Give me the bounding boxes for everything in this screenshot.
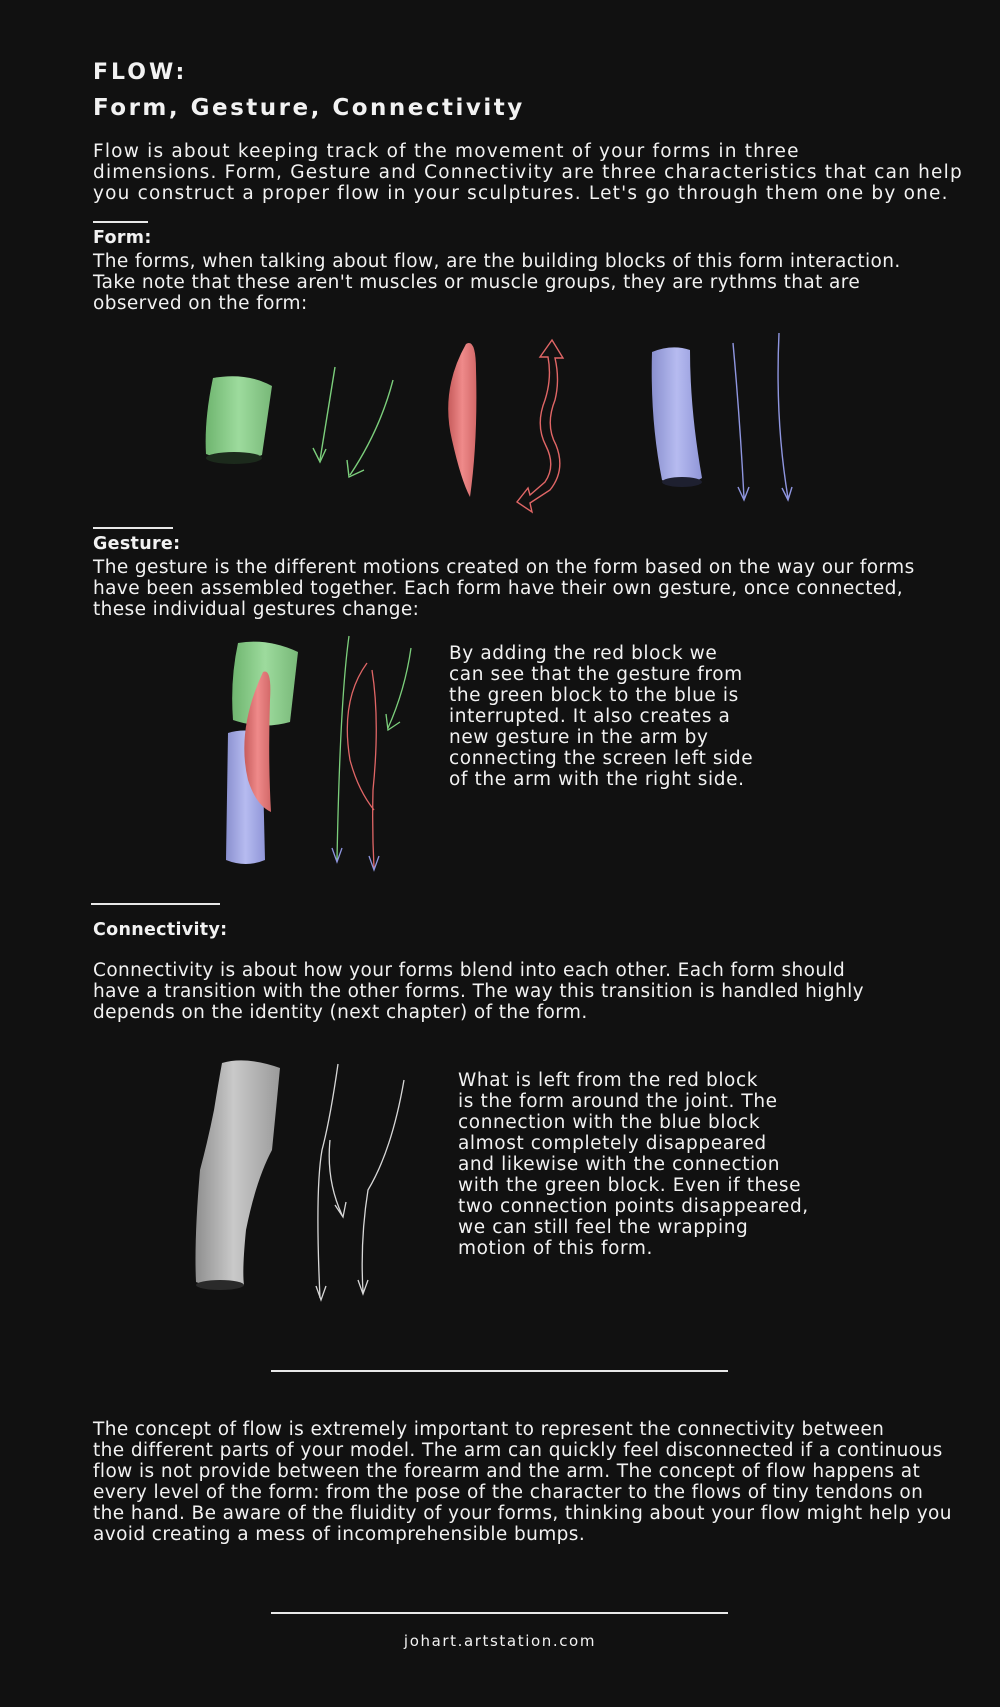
green-gesture-arrow [337, 636, 349, 860]
gesture-heading: Gesture: [93, 534, 181, 554]
green-arrow-1 [320, 367, 335, 460]
form-blocks-illustration [0, 320, 1000, 530]
connectivity-arrow-3 [362, 1080, 404, 1292]
connectivity-arrow-2 [329, 1140, 342, 1215]
gesture-body: The gesture is the different motions created on the form based on the way our forms have been assembled together. Each form have their own gesture, once connected, these individual gestures change: [93, 557, 915, 620]
page-title: FLOW: [93, 60, 188, 85]
connectivity-divider [91, 903, 220, 905]
gesture-divider [93, 527, 173, 529]
red-gesture-arrow [347, 663, 374, 810]
form-body: The forms, when talking about flow, are the building blocks of this form interaction. Take note that these aren't muscles or muscle groups, they are rythms that are observed on the form: [93, 251, 901, 314]
blue-arrow-1 [733, 343, 744, 498]
red-block [448, 343, 476, 497]
connectivity-arrow-1 [318, 1064, 338, 1298]
connectivity-side-text: What is left from the red block is the form around the joint. The connection with the blue block almost completely disappeared and likewise with the connection with the green block. Even if these two connection points disappeared, we can still feel the wrapping motion of this form. [458, 1070, 809, 1259]
footer-link[interactable]: johart.artstation.com [403, 1632, 597, 1650]
connectivity-body: Connectivity is about how your forms blend into each other. Each form should have a transition with the other forms. The way this transition is handled highly depends on the identity (next chapter) of the form. [93, 960, 864, 1023]
green-block [206, 376, 272, 460]
connectivity-arrow-2-head [335, 1202, 346, 1217]
green-gesture-arrow-2 [388, 648, 411, 728]
green-block-base [206, 452, 262, 464]
form-divider [93, 221, 148, 223]
connectivity-arrow-1-head [316, 1286, 326, 1300]
grey-arm-base [196, 1280, 244, 1290]
blue-arrow-2 [778, 333, 788, 498]
grey-arm-form [196, 1060, 281, 1287]
green-arrow-2 [350, 380, 393, 475]
connectivity-heading: Connectivity: [93, 920, 228, 940]
gesture-side-text: By adding the red block we can see that the gesture from the green block to the blue is interrupted. It also creates a new gesture in the arm by connecting the screen left side of the arm with the right side. [449, 643, 754, 790]
conclusion-divider [271, 1370, 728, 1372]
red-flow-arrow [517, 340, 563, 512]
intro-paragraph: Flow is about keeping track of the movement of your forms in three dimensions. Form, Gesture and Connectivity are three characteristics that can help you construct a proper flow in your sculptures. Let's go through them one by one. [93, 141, 963, 204]
green-arrow-1-head [313, 448, 326, 462]
red-gesture-arrow-2 [372, 670, 376, 868]
conclusion-paragraph: The concept of flow is extremely important to represent the connectivity between the different parts of your model. The arm can quickly feel disconnected if a continuous flow is not provide between the forearm and the arm. The concept of flow happens at every level of the form: from the pose of the character to the flows of tiny tendons on the hand. Be aware of the fluidity of your forms, thinking about your flow might help you avoid creating a mess of incomprehensible bumps. [93, 1419, 952, 1545]
form-heading: Form: [93, 228, 152, 248]
footer-divider [271, 1612, 728, 1614]
blue-block-base [662, 477, 702, 487]
page-subtitle: Form, Gesture, Connectivity [93, 95, 525, 121]
blue-block [652, 347, 702, 484]
